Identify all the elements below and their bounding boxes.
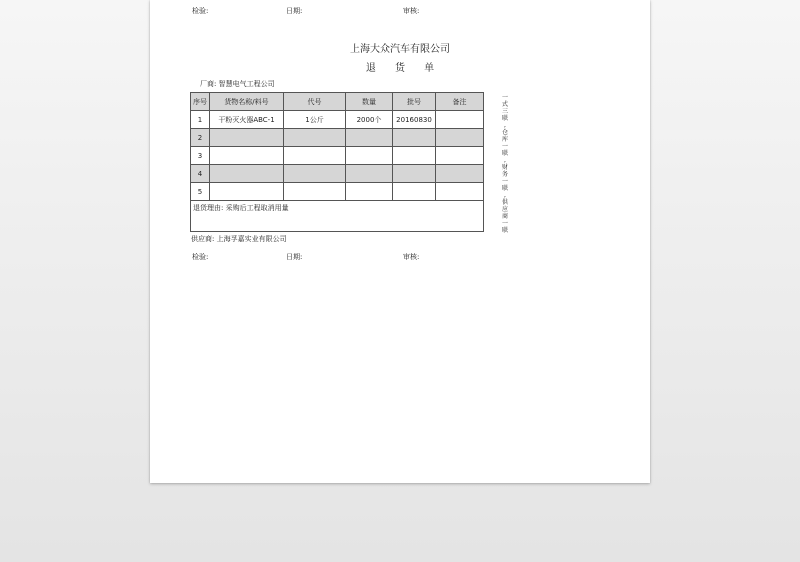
table-row — [191, 183, 484, 201]
table-header-row — [191, 93, 484, 111]
cell-code — [284, 183, 346, 201]
side-note-char: , — [504, 192, 506, 199]
cell-batch: 20160830 — [393, 111, 436, 129]
supplier-line: 供应商: 上海孚嘉实业有限公司 — [191, 235, 287, 243]
cell-remarks — [436, 129, 484, 147]
cell-index: 4 — [191, 165, 210, 183]
side-note-char: 应 — [501, 206, 508, 213]
side-note-char: , — [504, 157, 506, 164]
cell-item-name — [210, 147, 284, 165]
side-note-char: 库 — [501, 136, 508, 143]
table-row — [191, 129, 484, 147]
side-note-char: 一 — [501, 94, 508, 101]
cell-batch — [393, 129, 436, 147]
side-note-char: 一 — [501, 143, 508, 150]
return-reason: 退货理由: 采购后工程取消用量 — [191, 201, 484, 232]
cell-remarks — [436, 183, 484, 201]
table-row — [191, 111, 484, 129]
header-index: 序号 — [191, 93, 210, 111]
side-note-char: , — [504, 122, 506, 129]
document-page — [150, 0, 650, 483]
top-date-label: 日期: — [286, 7, 303, 15]
cell-quantity: 2000个 — [346, 111, 393, 129]
header-remarks: 备注 — [436, 93, 484, 111]
side-note-char: 一 — [501, 220, 508, 227]
header-item-name: 货物名称/料号 — [210, 93, 284, 111]
cell-code — [284, 129, 346, 147]
cell-item-name: 干粉灭火器ABC-1 — [210, 111, 284, 129]
cell-index: 3 — [191, 147, 210, 165]
cell-remarks — [436, 147, 484, 165]
bottom-date-label: 日期: — [286, 253, 303, 261]
side-note-char: 式 — [501, 101, 508, 108]
cell-item-name — [210, 165, 284, 183]
side-note-char: 供 — [501, 199, 508, 206]
top-inspect-label: 检验: — [192, 7, 209, 15]
cell-batch — [393, 183, 436, 201]
cell-index: 2 — [191, 129, 210, 147]
cell-code: 1公斤 — [284, 111, 346, 129]
side-note-char: 仓 — [501, 129, 508, 136]
cell-code — [284, 147, 346, 165]
side-note-char: 联 — [501, 150, 508, 157]
bottom-inspect-label: 检验: — [192, 253, 209, 261]
side-note-char: 三 — [501, 108, 508, 115]
header-batch: 批号 — [393, 93, 436, 111]
cell-index: 5 — [191, 183, 210, 201]
table-row — [191, 147, 484, 165]
bottom-review-label: 审核: — [403, 253, 420, 261]
side-note-char: 务 — [501, 171, 508, 178]
cell-quantity — [346, 165, 393, 183]
side-note-char: 一 — [501, 178, 508, 185]
cell-remarks — [436, 111, 484, 129]
company-title: 上海大众汽车有限公司 — [350, 44, 450, 55]
side-note-char: 联 — [501, 227, 508, 234]
top-review-label: 审核: — [403, 7, 420, 15]
header-code: 代号 — [284, 93, 346, 111]
cell-item-name — [210, 129, 284, 147]
cell-quantity — [346, 147, 393, 165]
copies-side-note — [501, 94, 509, 234]
cell-quantity — [346, 183, 393, 201]
side-note-char: 商 — [501, 213, 508, 220]
cell-batch — [393, 165, 436, 183]
cell-code — [284, 165, 346, 183]
vendor-line: 厂商: 智慧电气工程公司 — [200, 80, 275, 88]
header-quantity: 数量 — [346, 93, 393, 111]
cell-item-name — [210, 183, 284, 201]
side-note-char: 财 — [501, 164, 508, 171]
cell-batch — [393, 147, 436, 165]
cell-remarks — [436, 165, 484, 183]
cell-index: 1 — [191, 111, 210, 129]
side-note-char: 联 — [501, 185, 508, 192]
return-goods-table — [190, 92, 484, 232]
cell-quantity — [346, 129, 393, 147]
side-note-char: 联 — [501, 115, 508, 122]
document-title: 退 货 单 — [365, 63, 443, 74]
reason-row — [191, 201, 484, 232]
table-row — [191, 165, 484, 183]
